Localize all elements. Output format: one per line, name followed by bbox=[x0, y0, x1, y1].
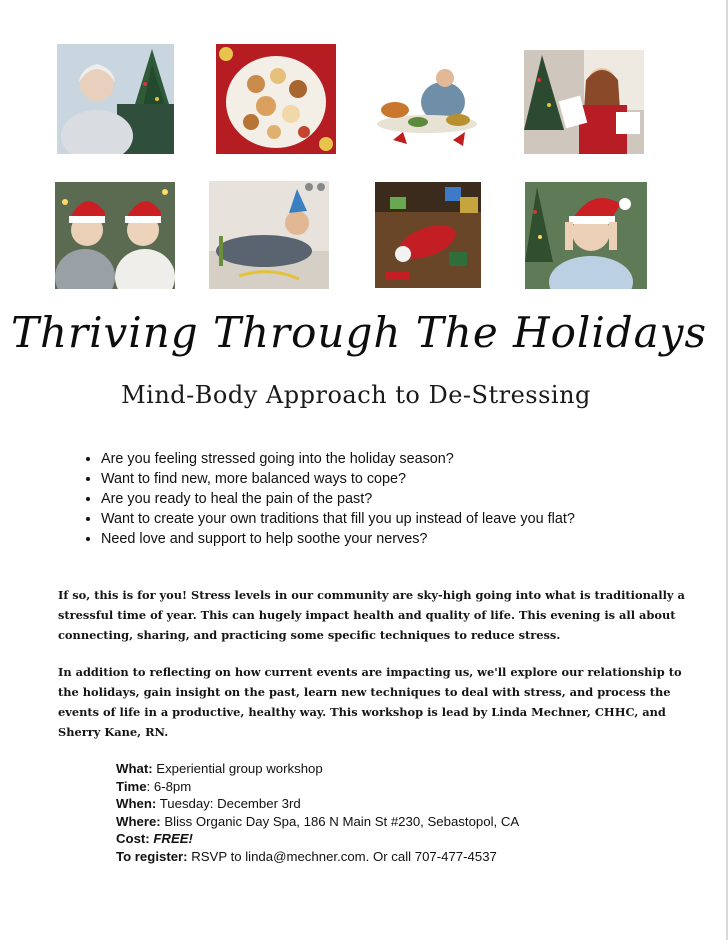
detail-register: To register: RSVP to linda@mechner.com. Or call 707-477-4537 bbox=[116, 848, 497, 864]
woman-by-christmas-tree-photo bbox=[57, 44, 174, 154]
holiday-cookies-platter-photo bbox=[216, 44, 336, 154]
detail-what: What: Experiential group workshop bbox=[116, 761, 323, 776]
two-women-santa-hats-photo bbox=[55, 182, 175, 289]
list-item: • Need love and support to help soothe your nerves? bbox=[101, 529, 575, 549]
flyer-title: Thriving Through The Holidays bbox=[10, 308, 708, 357]
stressed-woman-santa-hat-photo bbox=[525, 182, 647, 289]
intro-paragraph: If so, this is for you! Stress levels in our community are sky-high going into what is traditionally a stressful time of year. This can hugely impact health and quality of life. This evening is all about connecting, sharing, and practicing some specific techniques to reduce stress. bbox=[58, 588, 685, 642]
list-item: • Are you feeling stressed going into the holiday season? bbox=[101, 449, 575, 469]
flyer-subtitle: Mind-Body Approach to De-Stressing bbox=[121, 381, 591, 409]
man-overeating-at-table-photo bbox=[373, 62, 481, 148]
detail-time: Time: 6-8pm bbox=[116, 778, 192, 794]
list-item: • Want to create your own traditions that fill you up instead of leave you flat? bbox=[101, 509, 575, 529]
woman-reading-bills-photo bbox=[524, 50, 644, 154]
list-item: • Want to find new, more balanced ways to cope? bbox=[101, 469, 575, 489]
man-passed-out-party-hat-photo bbox=[209, 181, 329, 289]
detail-cost: Cost: FREE! bbox=[116, 831, 193, 846]
workshop-paragraph: In addition to reflecting on how current events are impacting us, we'll explore our relationship to the holidays, gain insight on the past, learn new techniques to deal with stress, and process the events of life in a productive, healthy way. This workshop is lead by Linda Mechner, CHHC, and Sherry Kane, RN. bbox=[58, 665, 682, 739]
list-item: • Are you ready to heal the pain of the past? bbox=[101, 489, 575, 509]
question-list bbox=[83, 449, 575, 549]
santa-on-floor-photo bbox=[375, 182, 481, 288]
detail-when: When: Tuesday: December 3rd bbox=[116, 796, 301, 811]
event-details bbox=[116, 760, 519, 865]
detail-where: Where: Bliss Organic Day Spa, 186 N Main St #230, Sebastopol, CA bbox=[116, 813, 520, 829]
